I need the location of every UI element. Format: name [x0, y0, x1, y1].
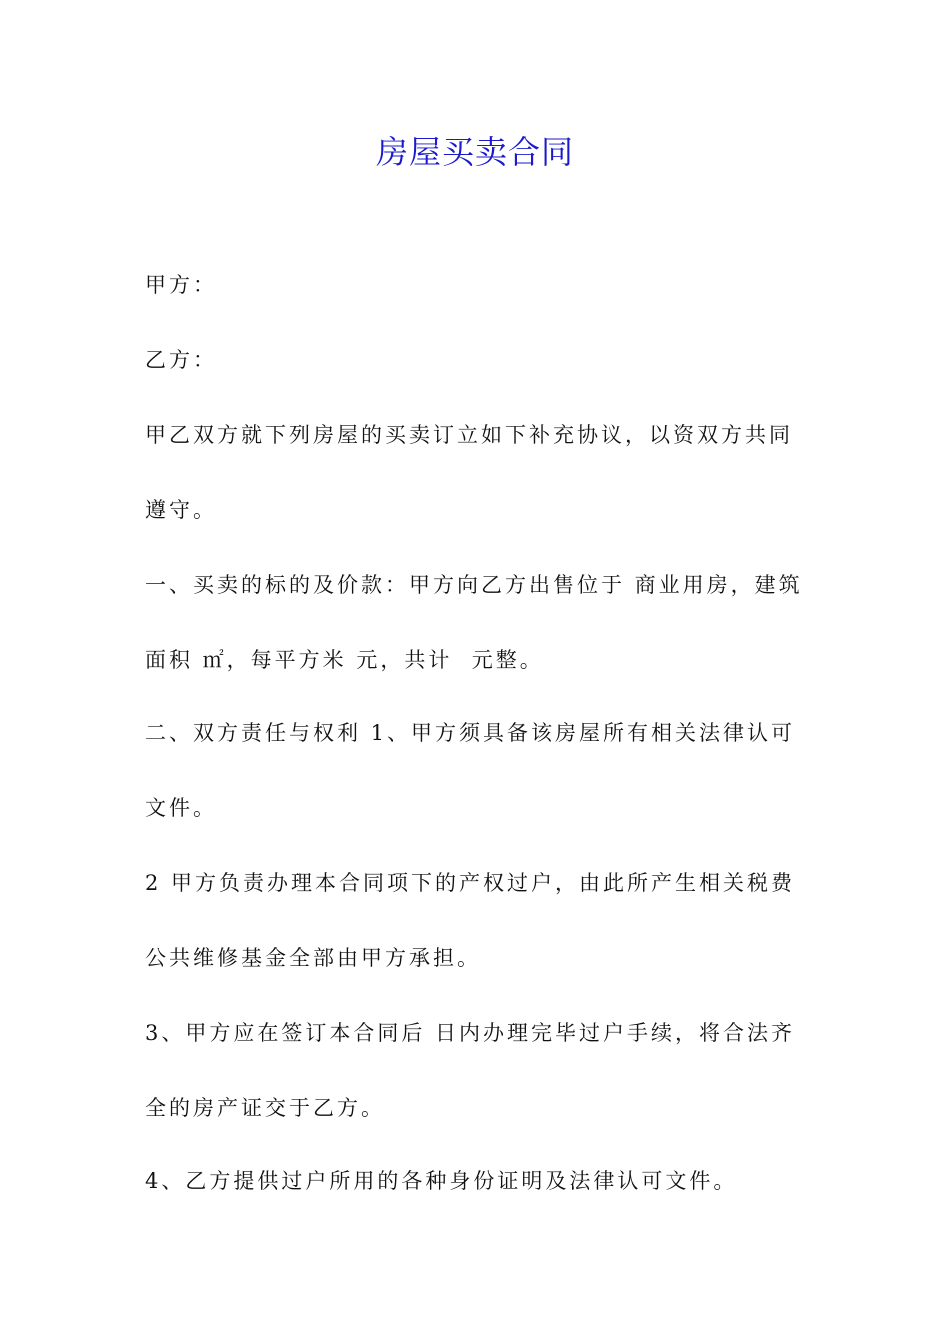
clause-2-item-4-line: 4、乙方提供过户所用的各种身份证明及法律认可文件。	[145, 1169, 738, 1193]
party-a-line: 甲方：	[145, 273, 217, 297]
preamble-line-1: 甲乙双方就下列房屋的买卖订立如下补充协议，以资双方共同	[145, 423, 793, 447]
preamble-line-2: 遵守。	[145, 498, 217, 522]
document-title: 房屋买卖合同	[375, 133, 574, 171]
clause-1-line-2: 面积 ㎡，每平方米 元，共计 元整。	[145, 648, 544, 672]
clause-2-item-2-line-1: 2 甲方负责办理本合同项下的产权过户，由此所产生相关税费	[145, 871, 796, 895]
clause-2-item-3-line-1: 3、甲方应在签订本合同后 日内办理完毕过户手续，将合法齐	[145, 1021, 796, 1045]
clause-2-line-1: 二、双方责任与权利 1、甲方须具备该房屋所有相关法律认可	[145, 721, 796, 745]
clause-2-line-2: 文件。	[145, 796, 217, 820]
clause-1-line-1: 一、买卖的标的及价款：甲方向乙方出售位于 商业用房，建筑	[145, 573, 803, 597]
party-b-line: 乙方：	[145, 348, 217, 372]
clause-2-item-2-line-2: 公共维修基金全部由甲方承担。	[145, 946, 481, 970]
clause-2-item-3-line-2: 全的房产证交于乙方。	[145, 1096, 385, 1120]
